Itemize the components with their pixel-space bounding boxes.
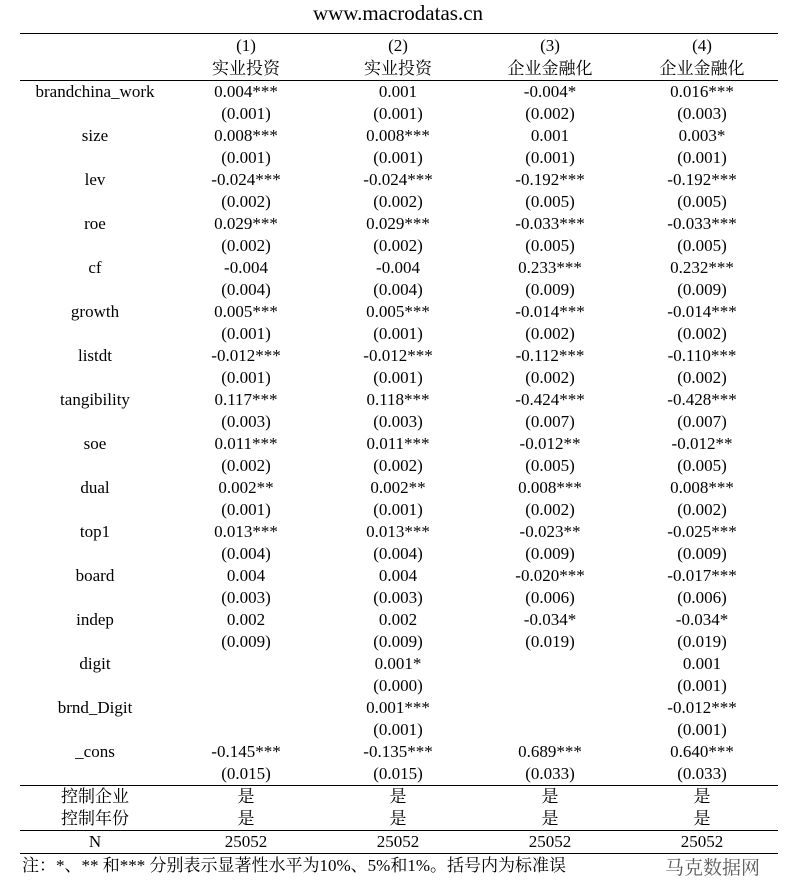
standard-error-cell: (0.003) [373,412,423,431]
variable-label: listdt [77,346,112,365]
coefficient-cell: 0.233*** [518,258,582,277]
coefficient-cell: 0.002 [378,610,418,629]
variable-label: cf [88,258,102,277]
coefficient-cell: -0.014*** [667,302,737,321]
coefficient-cell: 0.003* [678,126,726,145]
standard-error-cell: (0.003) [221,588,271,607]
coefficient-cell: -0.020*** [515,566,585,585]
variable-label: 控制企业 [20,786,170,809]
standard-error-row [20,455,778,477]
standard-error-row [20,675,778,697]
standard-error-row [20,235,778,257]
coefficient-cell: 0.232*** [670,258,734,277]
variable-label: N [20,831,170,854]
coefficient-cell: 0.117*** [214,390,278,409]
standard-error-cell: (0.003) [221,412,271,431]
coefficient-cell: -0.192*** [515,170,585,189]
standard-error-cell: (0.001) [221,500,271,519]
standard-error-cell [474,719,626,741]
coefficient-cell: -0.428*** [667,390,737,409]
standard-error-cell: (0.002) [221,192,271,211]
coefficient-cell: -0.012*** [363,346,433,365]
standard-error-cell: (0.002) [525,368,575,387]
coefficient-cell: -0.112*** [515,346,585,365]
coefficient-cell: 0.001*** [366,698,430,717]
coefficient-cell: 0.002** [370,478,426,497]
coefficient-row [20,609,778,631]
coefficient-row [20,477,778,499]
coefficient-cell: -0.012*** [667,698,737,717]
column-number: (4) [626,34,778,58]
variable-label: digit [79,654,111,673]
control-cell: 是 [626,786,778,809]
variable-label: board [75,566,115,585]
column-number: (1) [170,34,322,58]
standard-error-row [20,631,778,653]
header-row-dependent [20,57,778,81]
coefficient-row [20,81,778,104]
coefficient-row [20,653,778,675]
standard-error-cell: (0.019) [677,632,727,651]
control-row [20,786,778,809]
page-title: www.macrodatas.cn [312,1,484,25]
standard-error-cell: (0.033) [525,764,575,783]
coefficient-cell: 0.004*** [170,81,322,104]
coefficient-cell: 0.001 [530,126,570,145]
coefficient-cell: 0.689*** [518,742,582,761]
standard-error-cell: (0.002) [221,236,271,255]
standard-error-row [20,367,778,389]
coefficient-cell: 0.118*** [366,390,430,409]
coefficient-cell: 0.001* [374,654,422,673]
variable-label: brnd_Digit [57,698,133,717]
standard-error-cell [474,675,626,697]
coefficient-cell: -0.025*** [667,522,737,541]
standard-error-cell: (0.004) [373,280,423,299]
standard-error-cell: (0.009) [221,632,271,651]
variable-label: 控制年份 [61,809,129,828]
coefficient-cell: -0.192*** [667,170,737,189]
variable-label: growth [70,302,120,321]
standard-error-cell: (0.002) [221,456,271,475]
control-cell: 是 [693,809,711,828]
coefficient-cell: -0.033*** [515,214,585,233]
standard-error-cell: (0.019) [525,632,575,651]
standard-error-cell [170,675,322,697]
standard-error-cell: (0.001) [677,148,727,167]
control-cell: 是 [474,786,626,809]
dependent-variable: 企业金融化 [507,59,593,78]
coefficient-cell: -0.033*** [667,214,737,233]
coefficient-cell [170,697,322,719]
standard-error-row [20,411,778,433]
standard-error-cell: (0.001) [525,148,575,167]
standard-error-cell: (0.005) [525,192,575,211]
coefficient-cell: 0.008*** [670,478,734,497]
standard-error-cell: (0.009) [677,280,727,299]
variable-label: roe [84,214,106,233]
coefficient-cell: 0.002** [218,478,274,497]
standard-error-cell: (0.006) [677,588,727,607]
variable-label: lev [84,170,106,189]
standard-error-cell: (0.002) [525,104,575,123]
coefficient-cell: 0.005*** [366,302,430,321]
coefficient-cell: 0.013*** [366,522,430,541]
coefficient-row [20,301,778,323]
standard-error-cell: (0.002) [677,500,727,519]
variable-label: soe [83,434,107,453]
standard-error-row [20,279,778,301]
standard-error-cell: (0.001) [221,324,271,343]
standard-error-row [20,499,778,521]
control-cell: 是 [237,809,255,828]
variable-label: top1 [79,522,111,541]
variable-label: _cons [75,742,115,761]
observations-cell: 25052 [170,831,322,854]
control-cell: 是 [389,809,407,828]
coefficient-cell: 0.011*** [366,434,430,453]
standard-error-cell: (0.003) [677,104,727,123]
standard-error-cell: (0.007) [677,412,727,431]
coefficient-cell: -0.424*** [515,390,585,409]
dependent-variable: 实业投资 [212,59,280,78]
standard-error-row [20,147,778,169]
standard-error-cell: (0.005) [677,236,727,255]
coefficient-cell: 0.029*** [214,214,278,233]
standard-error-cell: (0.033) [677,764,727,783]
standard-error-cell: (0.002) [677,324,727,343]
standard-error-row [20,103,778,125]
coefficient-row [20,257,778,279]
coefficient-cell: -0.012** [519,434,581,453]
coefficient-cell: -0.004* [474,81,626,104]
standard-error-cell: (0.009) [525,544,575,563]
coefficient-cell [170,653,322,675]
standard-error-cell: (0.001) [221,368,271,387]
standard-error-cell: (0.006) [525,588,575,607]
standard-error-cell: (0.002) [677,368,727,387]
coefficient-cell: 0.004 [378,566,418,585]
control-row [20,808,778,831]
watermark: 马克数据网 [665,857,761,879]
coefficient-cell: -0.023** [519,522,581,541]
variable-label: indep [76,610,114,629]
coefficient-cell: 0.001 [682,654,722,673]
standard-error-cell: (0.003) [373,588,423,607]
coefficient-cell: -0.024*** [211,170,281,189]
coefficient-cell: 0.002 [226,610,266,629]
coefficient-row [20,521,778,543]
variable-label: dual [80,478,110,497]
coefficient-row [20,697,778,719]
coefficient-cell [474,697,626,719]
coefficient-cell: -0.110*** [667,346,737,365]
coefficient-row [20,213,778,235]
standard-error-cell: (0.007) [525,412,575,431]
coefficient-cell: -0.034* [675,610,729,629]
standard-error-cell: (0.001) [373,368,423,387]
standard-error-cell: (0.009) [677,544,727,563]
standard-error-row [20,323,778,345]
coefficient-cell: 0.029*** [366,214,430,233]
standard-error-cell: (0.002) [373,456,423,475]
coefficient-cell: -0.017*** [667,566,737,585]
observations-cell: 25052 [626,831,778,854]
coefficient-cell [474,653,626,675]
standard-error-cell: (0.015) [373,764,423,783]
observations-cell: 25052 [474,831,626,854]
standard-error-cell: (0.002) [373,192,423,211]
standard-error-cell: (0.001) [373,104,423,123]
regression-table [20,33,778,854]
coefficient-cell: 0.005*** [214,302,278,321]
coefficient-row [20,345,778,367]
standard-error-cell: (0.002) [525,500,575,519]
standard-error-cell: (0.001) [221,104,271,123]
standard-error-cell: (0.002) [373,236,423,255]
standard-error-cell: (0.005) [677,192,727,211]
dependent-variable: 实业投资 [364,59,432,78]
coefficient-cell: 0.008*** [366,126,430,145]
standard-error-cell: (0.002) [525,324,575,343]
coefficient-row [20,169,778,191]
coefficient-row [20,741,778,763]
variable-label: size [81,126,109,145]
coefficient-cell: 0.640*** [670,742,734,761]
standard-error-row [20,587,778,609]
standard-error-cell: (0.001) [677,676,727,695]
standard-error-cell: (0.004) [221,544,271,563]
standard-error-cell: (0.001) [373,324,423,343]
standard-error-cell: (0.009) [373,632,423,651]
coefficient-cell: -0.135*** [363,742,433,761]
coefficient-cell: -0.004 [224,258,268,277]
coefficient-cell: 0.004 [226,566,266,585]
control-cell: 是 [541,809,559,828]
coefficient-cell: -0.014*** [515,302,585,321]
coefficient-cell: 0.008*** [518,478,582,497]
standard-error-cell: (0.001) [677,720,727,739]
standard-error-cell: (0.001) [373,720,423,739]
coefficient-row [20,433,778,455]
coefficient-row [20,565,778,587]
coefficient-cell: -0.012*** [211,346,281,365]
standard-error-cell: (0.005) [525,236,575,255]
standard-error-cell: (0.005) [525,456,575,475]
standard-error-cell: (0.000) [373,676,423,695]
coefficient-row [20,389,778,411]
coefficient-cell: -0.012** [671,434,733,453]
standard-error-cell: (0.005) [677,456,727,475]
observations-cell: 25052 [322,831,474,854]
standard-error-cell: (0.004) [373,544,423,563]
column-number: (3) [474,34,626,58]
coefficient-cell: -0.034* [523,610,577,629]
coefficient-cell: -0.024*** [363,170,433,189]
coefficient-cell: -0.004 [376,258,420,277]
header-row-numbers [20,34,778,58]
standard-error-cell: (0.001) [373,500,423,519]
column-number: (2) [322,34,474,58]
coefficient-cell: 0.013*** [214,522,278,541]
coefficient-cell: 0.001 [322,81,474,104]
variable-label: tangibility [60,390,130,409]
coefficient-cell: 0.011*** [214,434,278,453]
coefficient-cell: 0.008*** [214,126,278,145]
standard-error-cell: (0.001) [221,148,271,167]
coefficient-cell: -0.145*** [211,742,281,761]
control-cell: 是 [170,786,322,809]
control-cell: 是 [322,786,474,809]
standard-error-cell: (0.001) [373,148,423,167]
standard-error-row [20,719,778,741]
standard-error-row [20,191,778,213]
standard-error-cell [170,719,322,741]
coefficient-row [20,125,778,147]
variable-label: brandchina_work [20,81,170,104]
coefficient-cell: 0.016*** [626,81,778,104]
standard-error-cell: (0.015) [221,764,271,783]
standard-error-cell: (0.009) [525,280,575,299]
dependent-variable: 企业金融化 [659,59,745,78]
standard-error-row [20,763,778,786]
standard-error-cell: (0.004) [221,280,271,299]
standard-error-row [20,543,778,565]
table-note: 注：*、** 和*** 分别表示显著性水平为10%、5%和1%。括号内为标准误 [22,856,566,875]
